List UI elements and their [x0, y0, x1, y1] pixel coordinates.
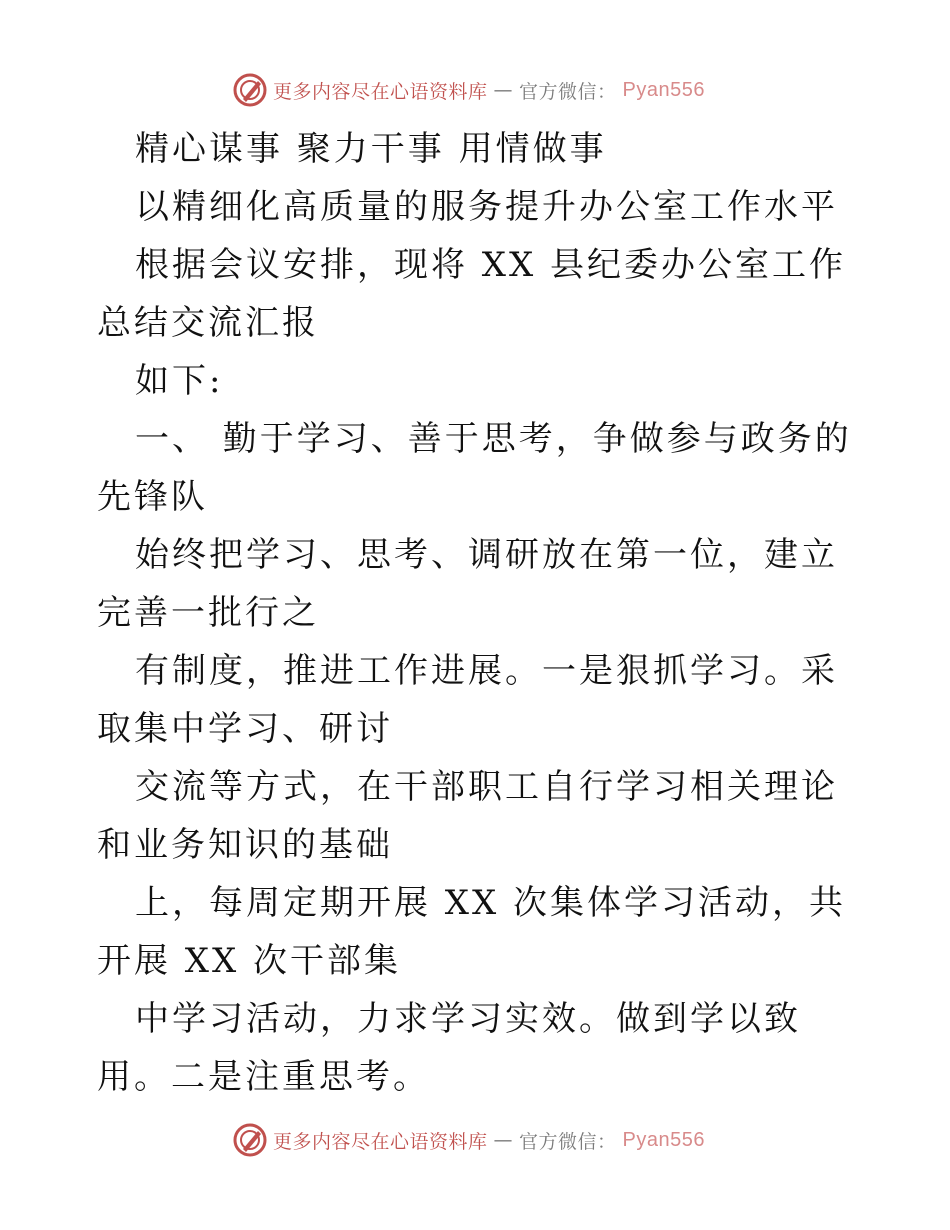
paragraph-line: 有制度，推进工作进展。一是狠抓学习。采取集中学习、研讨: [97, 651, 838, 749]
banner-dash: —: [493, 1129, 514, 1151]
intro-paragraph: 根据会议安排，现将 XX 县纪委办公室工作总结交流汇报: [97, 245, 847, 343]
banner-main-text: 更多内容尽在心语资料库: [273, 80, 488, 103]
banner-sub-text: 官方微信：: [519, 1130, 617, 1153]
document-title: 精心谋事 聚力干事 用情做事: [135, 129, 607, 169]
logo-icon: [233, 73, 267, 107]
banner-dash: —: [493, 79, 514, 101]
banner-handle: Pyan556: [622, 78, 705, 101]
paragraph-line: 上，每周定期开展 XX 次集体学习活动，共开展 XX 次干部集: [97, 883, 847, 981]
paragraph-line: 中学习活动，力求学习实效。做到学以致用。二是注重思考。: [97, 999, 801, 1097]
banner-main-text: 更多内容尽在心语资料库: [273, 1130, 488, 1153]
section-heading: 一、 勤于学习、善于思考，争做参与政务的先锋队: [97, 419, 852, 517]
document-subtitle: 以精细化高质量的服务提升办公室工作水平: [135, 187, 838, 227]
paragraph-line: 始终把学习、思考、调研放在第一位，建立完善一批行之: [97, 535, 838, 633]
logo-icon: [233, 1123, 267, 1157]
banner-handle: Pyan556: [622, 1128, 705, 1151]
document-body: [97, 120, 867, 1106]
header-banner: [233, 73, 705, 107]
banner-sub-text: 官方微信：: [519, 80, 617, 103]
footer-banner: [233, 1123, 705, 1157]
intro-continuation: 如下:: [135, 361, 224, 401]
paragraph-line: 交流等方式，在干部职工自行学习相关理论和业务知识的基础: [97, 767, 838, 865]
